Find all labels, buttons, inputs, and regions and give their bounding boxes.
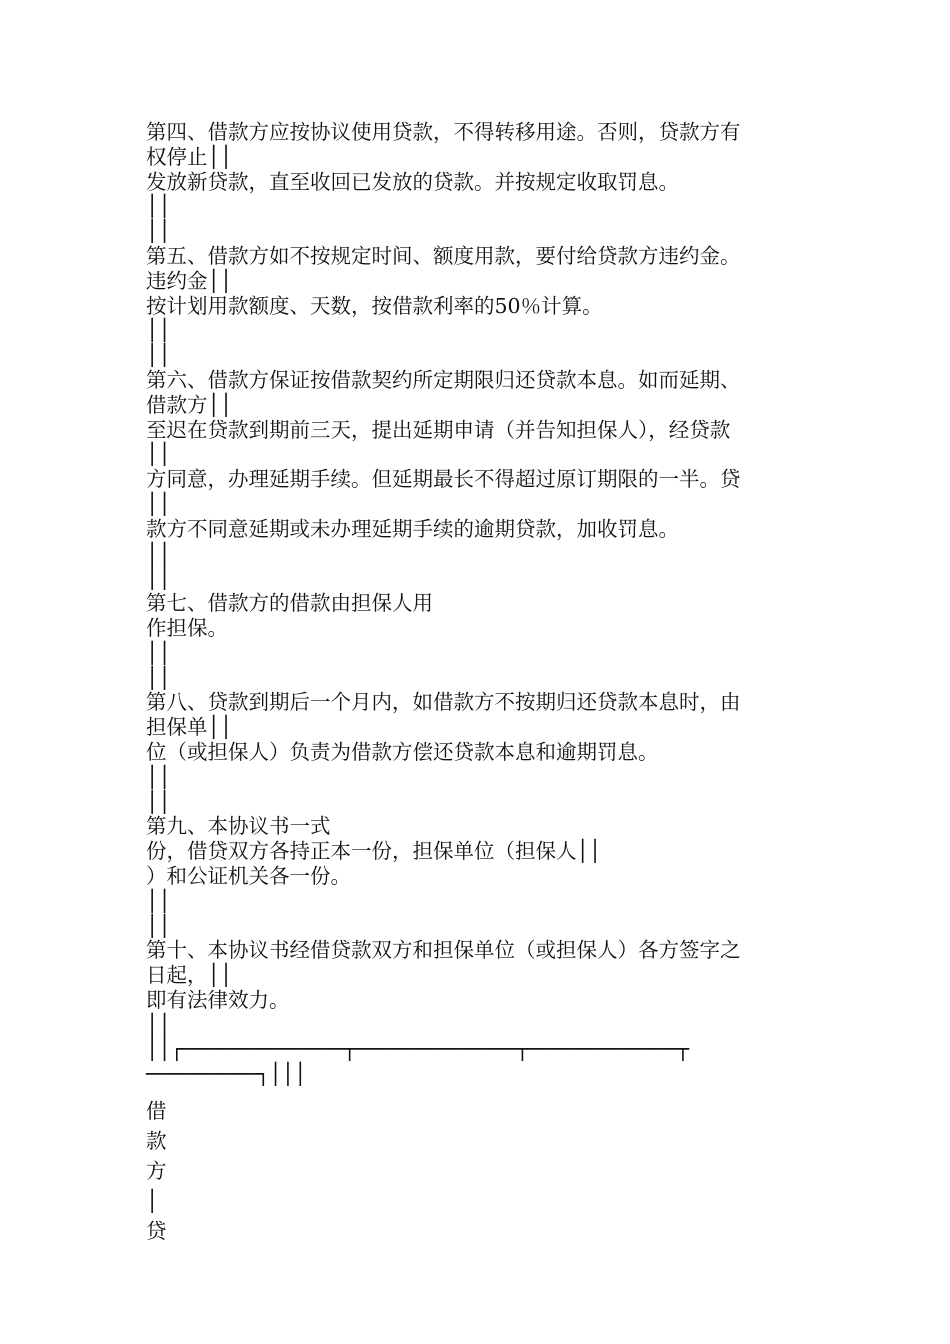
text-line: 发放新贷款，直至收回已发放的贷款。并按规定收取罚息。 [146, 169, 679, 194]
vertical-char: │ [146, 1189, 159, 1213]
vertical-char: 贷 [146, 1219, 167, 1243]
text-line: 即有法律效力。 [146, 987, 290, 1012]
text-line: 第五、借款方如不按规定时间、额度用款，要付给贷款方违约金。 [146, 243, 741, 268]
text-line: ││┌─────────────┬─────────────┬────────────┬ [146, 1037, 690, 1062]
vertical-char: 方 [146, 1159, 167, 1183]
text-line: ││ [146, 442, 171, 467]
text-line: ││ [146, 764, 171, 789]
text-line: 款方不同意延期或未办理延期手续的逾期贷款，加收罚息。 [146, 516, 679, 541]
text-line: 借款方││ [146, 392, 233, 417]
text-line: 份，借贷双方各持正本一份，担保单位（担保人││ [146, 839, 602, 864]
text-line: 第九、本协议书一式 [146, 814, 331, 839]
text-line: ││ [146, 194, 171, 219]
text-line: ││ [146, 343, 171, 368]
text-line: 至迟在贷款到期前三天，提出延期申请（并告知担保人），经贷款 [146, 417, 731, 442]
vertical-char: 款 [146, 1129, 167, 1153]
text-line: ││ [146, 541, 171, 566]
text-line: 作担保。 [146, 615, 228, 640]
text-line: ││ [146, 318, 171, 343]
text-line: 位（或担保人）负责为借款方偿还贷款本息和逾期罚息。 [146, 739, 659, 764]
text-line: 担保单││ [146, 715, 233, 740]
text-line: 第八、贷款到期后一个月内，如借款方不按期归还贷款本息时，由 [146, 690, 741, 715]
text-line: ││ [146, 566, 171, 591]
text-line: ─────────┐│││ [146, 1062, 307, 1087]
text-line: 第四、借款方应按协议使用贷款，不得转移用途。否则，贷款方有 [146, 120, 741, 144]
text-line: ││ [146, 1012, 171, 1037]
text-line: 按计划用款额度、天数，按借款利率的50％计算。 [146, 293, 603, 318]
text-line: 权停止││ [146, 144, 233, 169]
text-line: ││ [146, 491, 171, 516]
text-line: ││ [146, 640, 171, 665]
vertical-char: 借 [146, 1099, 167, 1123]
text-line: 第七、借款方的借款由担保人用 [146, 591, 433, 616]
text-line: ││ [146, 913, 171, 938]
text-line: 违约金││ [146, 268, 233, 293]
text-line: ││ [146, 888, 171, 913]
text-line: ）和公证机关各一份。 [146, 863, 351, 888]
text-line: ││ [146, 665, 171, 690]
text-line: 第六、借款方保证按借款契约所定期限归还贷款本息。如而延期、 [146, 367, 741, 392]
text-line: 日起，││ [146, 963, 233, 988]
text-line: 方同意，办理延期手续。但延期最长不得超过原订期限的一半。贷 [146, 467, 741, 492]
text-line: ││ [146, 219, 171, 244]
signature-table-vertical-label [146, 1096, 174, 1246]
text-line: ││ [146, 789, 171, 814]
agreement-text [146, 120, 806, 1087]
text-line: 第十、本协议书经借贷款双方和担保单位（或担保人）各方签字之 [146, 938, 741, 963]
